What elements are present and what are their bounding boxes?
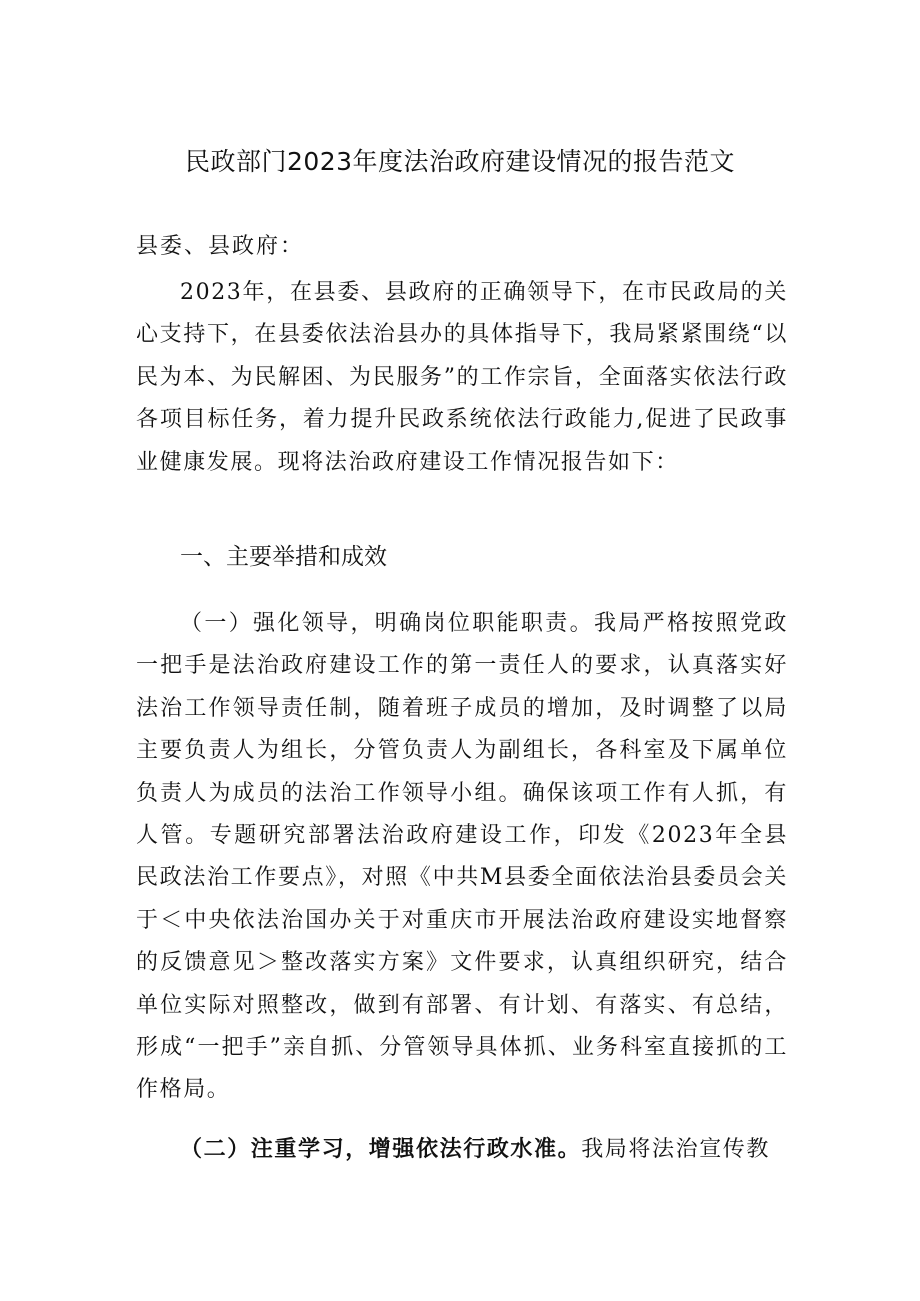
- item-2-text: 我局将法治宣传教: [581, 1137, 771, 1162]
- item-2-lead: （二）注重学习，增强依法行政水准。: [180, 1136, 582, 1162]
- document-title: 民政部门2023年度法治政府建设情况的报告范文: [184, 147, 736, 176]
- intro-paragraph: 2023年，在县委、县政府的正确领导下，在市民政局的关心支持下，在县委依法治县办的具体指导下，我局紧紧围绕“以民为本、为民解困、为民服务”的工作宗旨，全面落实依法行政各项目标任务，着力提升民政系统依法行政能力,促进了民政事业健康发展。现将法治政府建设工作情况报告如下：: [136, 280, 788, 475]
- salutation: 县委、县政府：: [136, 234, 305, 259]
- item-1-paragraph: （一）强化领导，明确岗位职能职责。我局严格按照党政一把手是法治政府建设工作的第一责任人的要求，认真落实好法治工作领导责任制，随着班子成员的增加，及时调整了以局主要负责人为组长，分管负责人为副组长，各科室及下属单位负责人为成员的法治工作领导小组。确保该项工作有人抓，有人管。专题研究部署法治政府建设工作，印发《2023年全县民政法治工作要点》，对照《中共M县委全面依法治县委员会关于＜中央依法治国办关于对重庆市开展法治政府建设实地督察的反馈意见＞整改落实方案》文件要求，认真组织研究，结合单位实际对照整改，做到有部署、有计划、有落实、有总结，形成“一把手”亲自抓、分管领导具体抓、业务科室直接抓的工作格局。: [136, 611, 788, 1103]
- section-heading-1: 一、主要举措和成效: [180, 544, 387, 570]
- item-2-paragraph: [136, 1128, 788, 1171]
